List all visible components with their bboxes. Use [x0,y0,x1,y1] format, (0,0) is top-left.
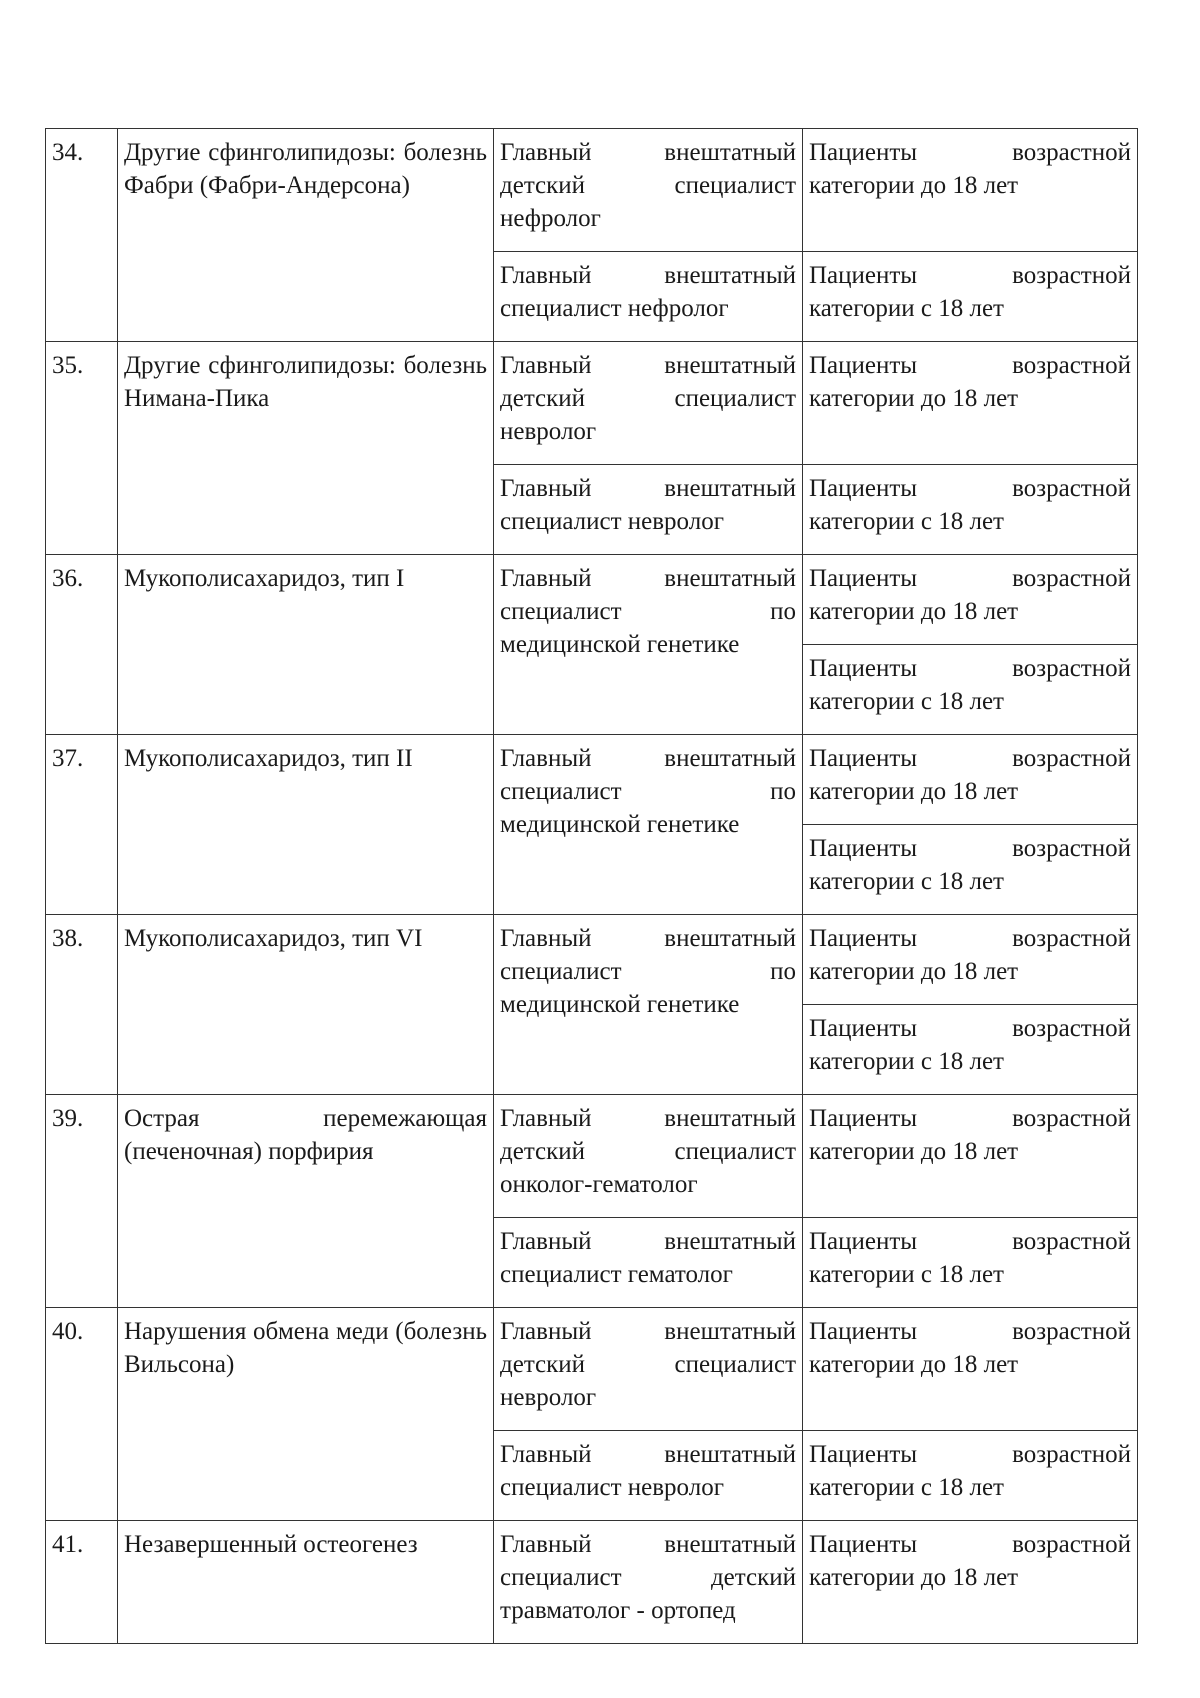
disease-name: Другие сфинголипидозы: болезнь Нимана-Пика [118,342,494,555]
row-number: 40. [46,1308,118,1521]
disease-name: Нарушения обмена меди (болезнь Вильсона) [118,1308,494,1521]
disease-name: Мукополисахаридоз, тип II [118,735,494,915]
patients-cell: Пациенты возрастной категории с 18 лет [803,1218,1138,1308]
specialists-table [45,128,1138,1644]
table-row [46,1521,1138,1644]
patients-cell: Пациенты возрастной категории до 18 лет [803,735,1138,825]
specialist-cell: Главный внештатный специалист нефролог [494,252,803,342]
table-row [46,1308,1138,1431]
row-number: 41. [46,1521,118,1644]
patients-cell: Пациенты возрастной категории с 18 лет [803,825,1138,915]
disease-name: Незавершенный остеогенез [118,1521,494,1644]
patients-cell: Пациенты возрастной категории с 18 лет [803,1005,1138,1095]
table-row [46,1095,1138,1218]
table-row [46,129,1138,252]
specialist-cell: Главный внештатный детский специалист нефролог [494,129,803,252]
specialist-cell: Главный внештатный специалист по медицинской генетике [494,735,803,915]
disease-name: Другие сфинголипидозы: болезнь Фабри (Фабри-Андерсона) [118,129,494,342]
specialist-cell: Главный внештатный детский специалист онколог-гематолог [494,1095,803,1218]
patients-cell: Пациенты возрастной категории до 18 лет [803,1095,1138,1218]
table-row [46,735,1138,825]
patients-cell: Пациенты возрастной категории с 18 лет [803,465,1138,555]
patients-cell: Пациенты возрастной категории до 18 лет [803,1308,1138,1431]
table-row [46,342,1138,465]
row-number: 37. [46,735,118,915]
specialist-cell: Главный внештатный специалист невролог [494,1431,803,1521]
disease-name: Мукополисахаридоз, тип VI [118,915,494,1095]
patients-cell: Пациенты возрастной категории до 18 лет [803,555,1138,645]
disease-name: Острая перемежающая (печеночная) порфирия [118,1095,494,1308]
disease-name: Мукополисахаридоз, тип I [118,555,494,735]
patients-cell: Пациенты возрастной категории до 18 лет [803,915,1138,1005]
patients-cell: Пациенты возрастной категории до 18 лет [803,1521,1138,1644]
specialist-cell: Главный внештатный специалист невролог [494,465,803,555]
specialist-cell: Главный внештатный специалист по медицинской генетике [494,555,803,735]
row-number: 35. [46,342,118,555]
row-number: 34. [46,129,118,342]
specialist-cell: Главный внештатный специалист детский травматолог - ортопед [494,1521,803,1644]
patients-cell: Пациенты возрастной категории с 18 лет [803,1431,1138,1521]
specialist-cell: Главный внештатный детский специалист невролог [494,342,803,465]
specialist-cell: Главный внештатный специалист гематолог [494,1218,803,1308]
row-number: 38. [46,915,118,1095]
patients-cell: Пациенты возрастной категории с 18 лет [803,645,1138,735]
row-number: 39. [46,1095,118,1308]
table-row [46,915,1138,1005]
specialist-cell: Главный внештатный детский специалист невролог [494,1308,803,1431]
patients-cell: Пациенты возрастной категории с 18 лет [803,252,1138,342]
row-number: 36. [46,555,118,735]
specialist-cell: Главный внештатный специалист по медицинской генетике [494,915,803,1095]
table-row [46,555,1138,645]
patients-cell: Пациенты возрастной категории до 18 лет [803,342,1138,465]
patients-cell: Пациенты возрастной категории до 18 лет [803,129,1138,252]
